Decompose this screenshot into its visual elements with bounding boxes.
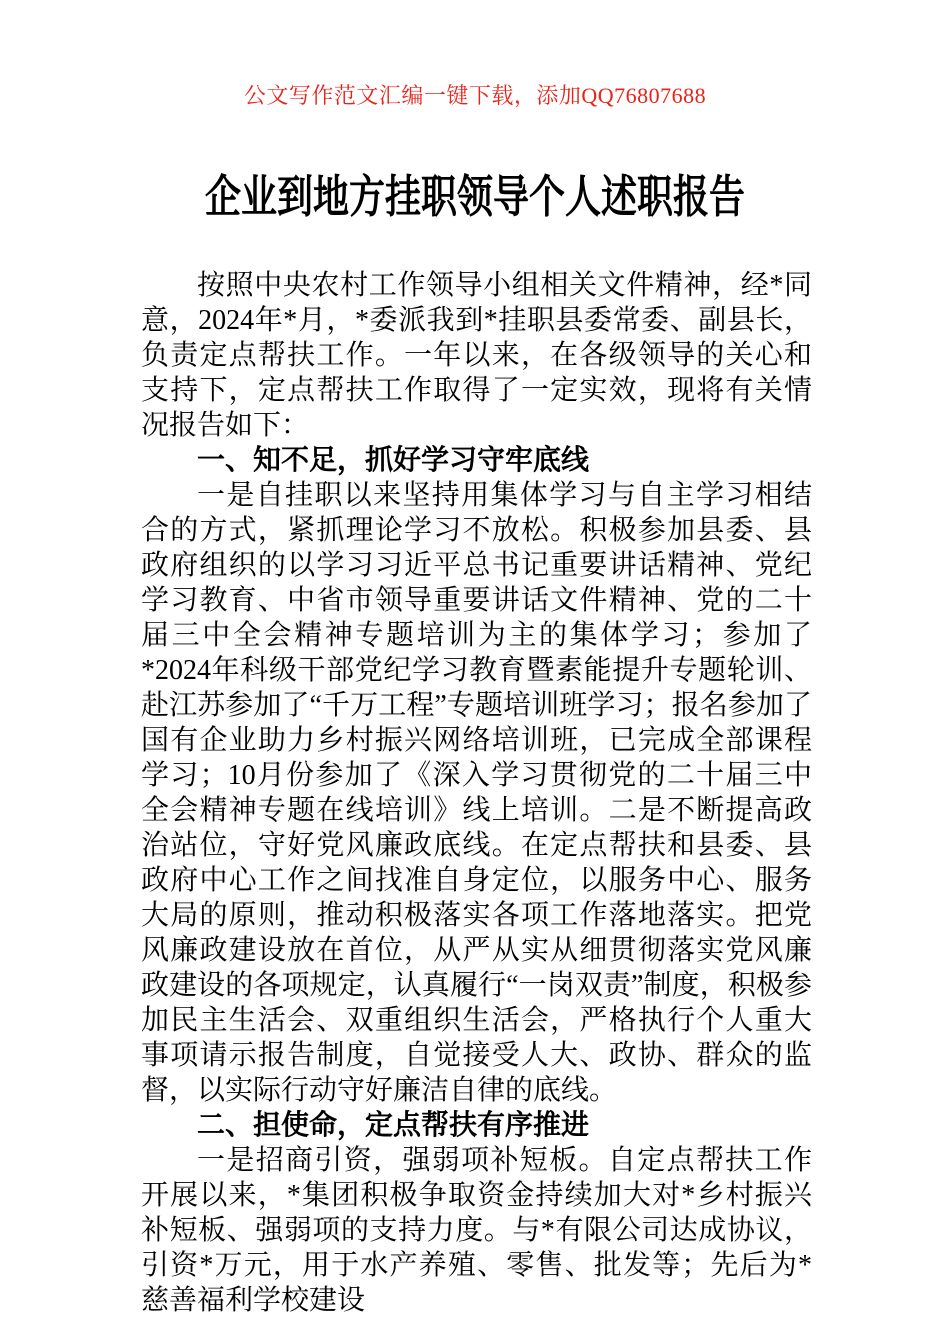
- page-title: 企业到地方挂职领导个人述职报告: [204, 172, 746, 222]
- promo-notice-text: 公文写作范文汇编一键下载，添加QQ76807688: [243, 83, 707, 108]
- section-heading: 二、担使命，定点帮扶有序推进: [197, 1110, 590, 1141]
- body-paragraph: 一是自挂职以来坚持用集体学习与自主学习相结合的方式，紧抓理论学习不放松。积极参加县委、县政府组织的以学习习近平总书记重要讲话精神、党纪学习教育、中省市领导重要讲话文件精神、党的二十届三中全会精神专题培训为主的集体学习；参加了*2024年科级干部党纪学习教育暨素能提升专题轮训、赴江苏参加了“千万工程”专题培训班学习；报名参加了国有企业助力乡村振兴网络培训班，已完成全部课程学习；10月份参加了《深入学习贯彻党的二十届三中全会精神专题在线培训》线上培训。二是不断提高政治站位，守好党风廉政底线。在定点帮扶和县委、县政府中心工作之间找准自身定位，以服务中心、服务大局的原则，推动积极落实各项工作落地落实。把党风廉政建设放在首位，从严从实从细贯彻落实党风廉政建设的各项规定，认真履行“一岗双责”制度，积极参加民主生活会、双重组织生活会，严格执行个人重大事项请示报告制度，自觉接受人大、政协、群众的监督，以实际行动守好廉洁自律的底线。: [141, 480, 812, 1106]
- document-body: [141, 268, 812, 1318]
- body-paragraph: 按照中央农村工作领导小组相关文件精神，经*同意，2024年*月，*委派我到*挂职县委常委、副县长，负责定点帮扶工作。一年以来，在各级领导的关心和支持下，定点帮扶工作取得了一定实效，现将有关情况报告如下：: [141, 270, 812, 441]
- section-heading: 一、知不足，抓好学习守牢底线: [197, 445, 590, 476]
- body-paragraph: 一是招商引资，强弱项补短板。自定点帮扶工作开展以来，*集团积极争取资金持续加大对*乡村振兴补短板、强弱项的支持力度。与*有限公司达成协议，引资*万元，用于水产养殖、零售、批发等；先后为*慈善福利学校建设: [141, 1145, 812, 1316]
